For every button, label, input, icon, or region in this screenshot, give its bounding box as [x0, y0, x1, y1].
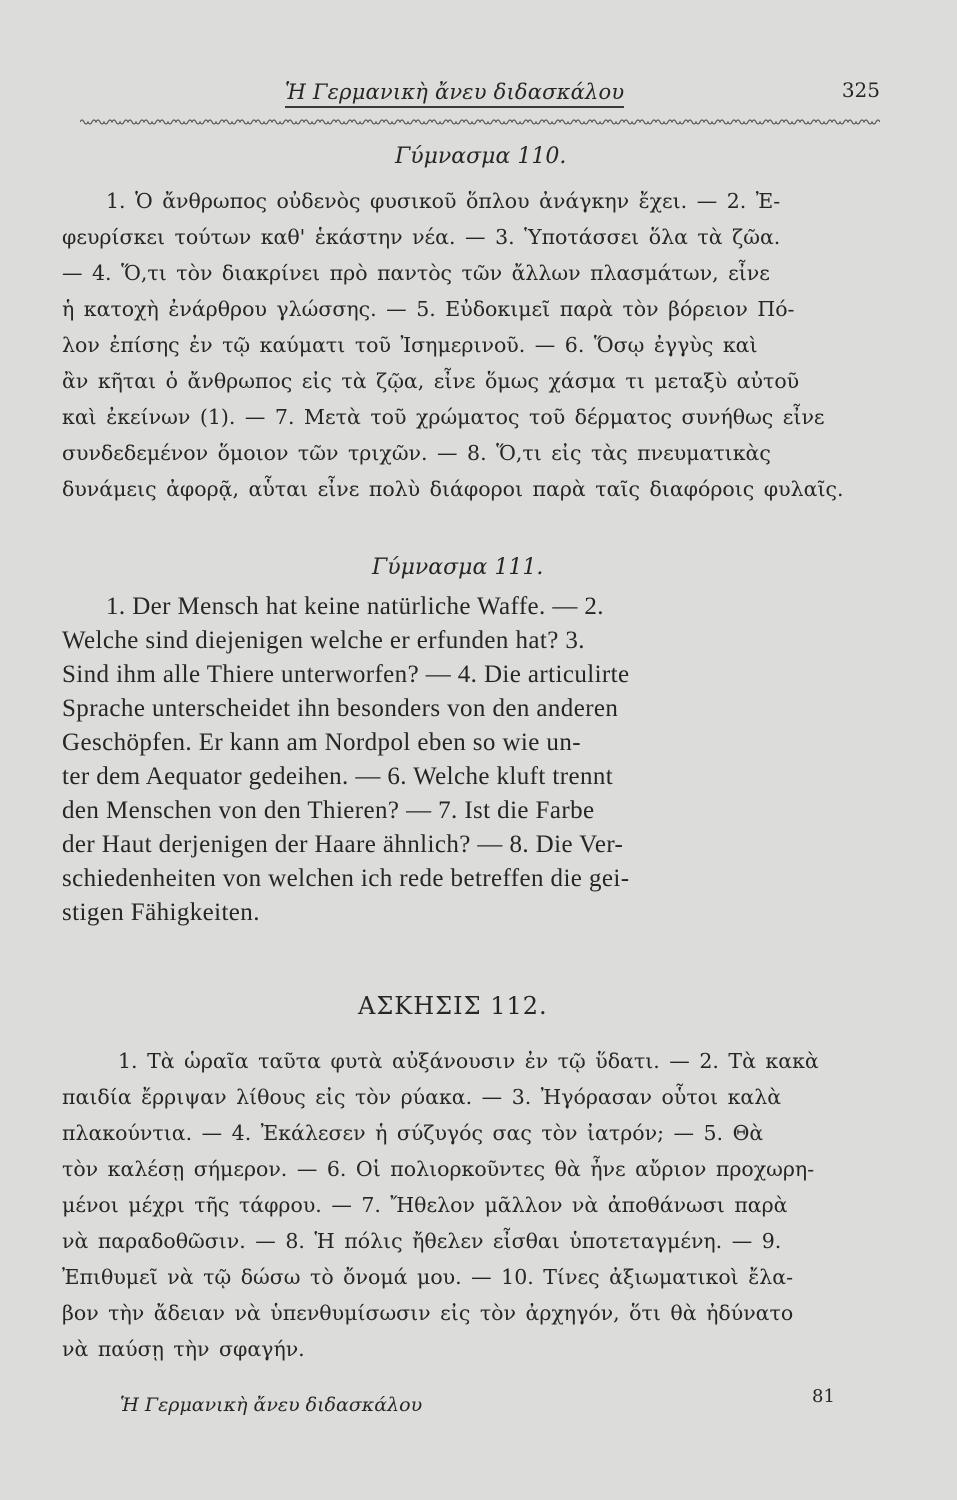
signature-mark: 81: [812, 1386, 835, 1407]
text-line: 1. Der Mensch hat keine natürliche Waffe. — 2.: [106, 593, 604, 620]
header-title: Ἡ Γερμανικὴ ἄνευ διδασκάλου: [285, 80, 624, 108]
footer-title: Ἡ Γερμανικὴ ἄνευ διδασκάλου: [120, 1394, 423, 1416]
text-line: ἂν κῆται ὁ ἄνθρωπος εἰς τὰ ζῷα, εἶνε ὅμως χάσμα τι μεταξὺ αὐτοῦ: [62, 369, 800, 393]
text-line: βον τὴν ἄδειαν νὰ ὑπενθυμίσωσιν εἰς τὸν ἀρχηγόν, ὅτι θὰ ἠδύνατο: [62, 1301, 794, 1325]
text-line: schiedenheiten von welchen ich rede betreffen die gei-: [62, 865, 630, 892]
exercise-111-heading: Γύμνασμα 111.: [372, 555, 544, 580]
text-line: φευρίσκει τούτων καθ' ἑκάστην νέα. — 3. Ὑποτάσσει ὅλα τὰ ζῶα.: [62, 225, 781, 249]
text-line: παιδία ἔρριψαν λίθους εἰς τὸν ρύακα. — 3. Ἠγόρασαν οὗτοι καλὰ: [62, 1085, 782, 1109]
text-line: 1. Τὰ ὡραῖα ταῦτα φυτὰ αὐξάνουσιν ἐν τῷ ὕδατι. — 2. Τὰ κακὰ: [118, 1049, 819, 1073]
text-line: stigen Fähigkeiten.: [62, 899, 260, 926]
exercise-112-heading: ΑΣΚΗΣΙΣ 112.: [358, 992, 548, 1020]
text-line: καὶ ἐκείνων (1). — 7. Μετὰ τοῦ χρώματος τοῦ δέρματος συνήθως εἶνε: [62, 405, 825, 429]
wavy-rule: [80, 116, 880, 128]
text-line: τὸν καλέσῃ σήμερον. — 6. Οἱ πολιορκοῦντες θὰ ἦνε αὔριον προχωρη-: [62, 1157, 815, 1181]
text-line: der Haut derjenigen der Haare ähnlich? — 8. Die Ver-: [62, 831, 624, 858]
running-header: [80, 76, 880, 116]
text-line: Sind ihm alle Thiere unterworfen? — 4. Die articulirte: [62, 661, 630, 688]
text-line: δυνάμεις ἀφορᾷ, αὗται εἶνε πολὺ διάφοροι παρὰ ταῖς διαφόροις φυλαῖς.: [62, 477, 844, 501]
text-line: λον ἐπίσης ἐν τῷ καύματι τοῦ Ἰσημερινοῦ. — 6. Ὅσῳ ἐγγὺς καὶ: [62, 333, 758, 357]
text-line: Sprache unterscheidet ihn besonders von den anderen: [62, 695, 619, 722]
text-line: πλακούντια. — 4. Ἐκάλεσεν ἡ σύζυγός σας τὸν ἰατρόν; — 5. Θὰ: [62, 1121, 764, 1145]
text-line: ἡ κατοχὴ ἐνάρθρου γλώσσης. — 5. Εὐδοκιμεῖ παρὰ τὸν βόρειον Πό-: [62, 297, 795, 321]
text-line: Welche sind diejenigen welche er erfunden hat? 3.: [62, 627, 585, 654]
text-line: συνδεδεμένον ὅμοιον τῶν τριχῶν. — 8. Ὅ,τι εἰς τὰς πνευματικὰς: [62, 441, 771, 465]
text-line: 1. Ὁ ἄνθρωπος οὐδενὸς φυσικοῦ ὅπλου ἀνάγκην ἔχει. — 2. Ἐ-: [106, 189, 781, 213]
text-line: Ἐπιθυμεῖ νὰ τῷ δώσω τὸ ὄνομά μου. — 10. Τίνες ἀξιωματικοὶ ἔλα-: [62, 1265, 794, 1289]
text-line: νὰ παύσῃ τὴν σφαγήν.: [62, 1337, 305, 1361]
text-line: ter dem Aequator gedeihen. — 6. Welche kluft trennt: [62, 763, 614, 790]
text-line: den Menschen von den Thieren? — 7. Ist die Farbe: [62, 797, 595, 824]
exercise-110-heading: Γύμνασμα 110.: [395, 144, 567, 169]
text-line: νὰ παραδοθῶσιν. — 8. Ἡ πόλις ἤθελεν εἶσθαι ὑποτεταγμένη. — 9.: [62, 1229, 782, 1253]
text-line: — 4. Ὅ,τι τὸν διακρίνει πρὸ παντὸς τῶν ἄλλων πλασμάτων, εἶνε: [62, 261, 770, 285]
text-line: μένοι μέχρι τῆς τάφρου. — 7. Ἤθελον μᾶλλον νὰ ἀποθάνωσι παρὰ: [62, 1193, 788, 1217]
text-line: Geschöpfen. Er kann am Nordpol eben so wie un-: [62, 729, 581, 756]
page-number: 325: [841, 78, 880, 102]
